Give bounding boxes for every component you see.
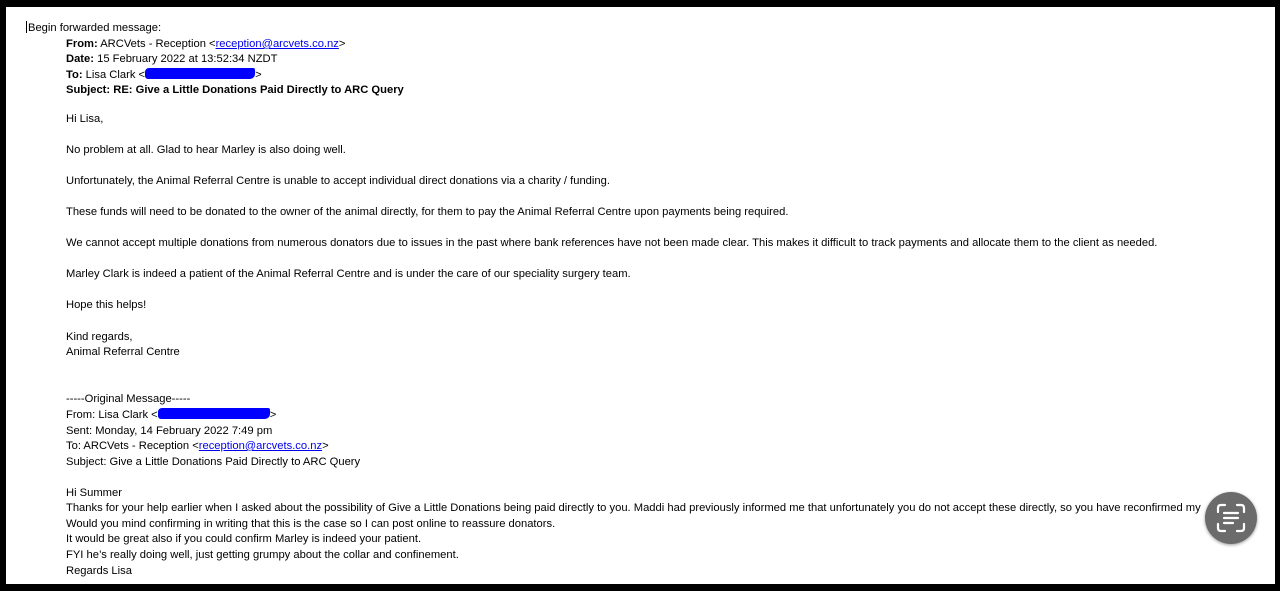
original-to: To: ARCVets - Reception <reception@arcvets.co.nz> — [66, 440, 329, 452]
from-email-link[interactable]: reception@arcvets.co.nz — [215, 38, 339, 50]
to-name: Lisa Clark < — [85, 69, 146, 81]
text-cursor — [26, 21, 27, 33]
from-label: From: — [66, 38, 98, 50]
email-document — [6, 7, 1275, 584]
original-line-2: Would you mind confirming in writing that this is the case so I can post online to reassure donators. — [66, 518, 556, 530]
date-value: 15 February 2022 at 13:52:34 NZDT — [97, 53, 278, 65]
forwarded-header: Begin forwarded message: — [28, 22, 162, 34]
header-subject — [66, 83, 404, 98]
from-name: ARCVets - Reception < — [100, 38, 216, 50]
text-scan-icon — [1216, 503, 1246, 533]
original-line-1: Thanks for your help earlier when I asked about the possibility of Give a Little Donations being paid directly to you. Maddi had previously informed me that unfortunately you do not accept these directly, so you have reconfirmed my — [66, 502, 1201, 514]
original-to-email-link[interactable]: reception@arcvets.co.nz — [198, 440, 323, 452]
reply-greeting: Hi Lisa, — [66, 113, 104, 125]
text-scan-button[interactable] — [1205, 492, 1257, 544]
original-subject: Subject: Give a Little Donations Paid Directly to ARC Query — [66, 456, 361, 468]
to-label: To: — [66, 69, 83, 81]
original-message-divider: -----Original Message----- — [66, 393, 191, 405]
header-to: To: Lisa Clark < > — [66, 69, 262, 81]
reply-signoff: Kind regards, — [66, 331, 133, 343]
reply-signature: Animal Referral Centre — [66, 346, 180, 358]
original-greeting: Hi Summer — [66, 487, 122, 499]
header-from: From: ARCVets - Reception <reception@arcvets.co.nz> — [66, 38, 346, 50]
original-line-4: FYI he’s really doing well, just getting grumpy about the collar and confinement. — [66, 549, 459, 561]
subject-value: RE: Give a Little Donations Paid Directly to ARC Query — [113, 84, 404, 96]
original-sent: Sent: Monday, 14 February 2022 7:49 pm — [66, 425, 273, 437]
header-date — [66, 52, 277, 67]
reply-paragraph-6: Hope this helps! — [66, 299, 147, 311]
reply-paragraph-5: Marley Clark is indeed a patient of the Animal Referral Centre and is under the care of our speciality surgery team. — [66, 268, 631, 280]
subject-label: Subject: — [66, 84, 111, 96]
reply-paragraph-3: These funds will need to be donated to the owner of the animal directly, for them to pay the Animal Referral Centre upon payments being required. — [66, 206, 789, 218]
reply-paragraph-2: Unfortunately, the Animal Referral Centre is unable to accept individual direct donations via a charity / funding. — [66, 175, 610, 187]
redacted-email — [145, 68, 255, 79]
original-from: From: Lisa Clark < > — [66, 409, 277, 421]
reply-paragraph-1: No problem at all. Glad to hear Marley is also doing well. — [66, 144, 346, 156]
redacted-email — [158, 408, 270, 419]
reply-paragraph-4: We cannot accept multiple donations from numerous donators due to issues in the past where bank references have not been made clear. This makes it difficult to track payments and allocate them to the client as needed. — [66, 237, 1158, 249]
original-line-3: It would be great also if you could confirm Marley is indeed your patient. — [66, 533, 422, 545]
original-line-5: Regards Lisa — [66, 565, 132, 577]
date-label: Date: — [66, 53, 94, 65]
